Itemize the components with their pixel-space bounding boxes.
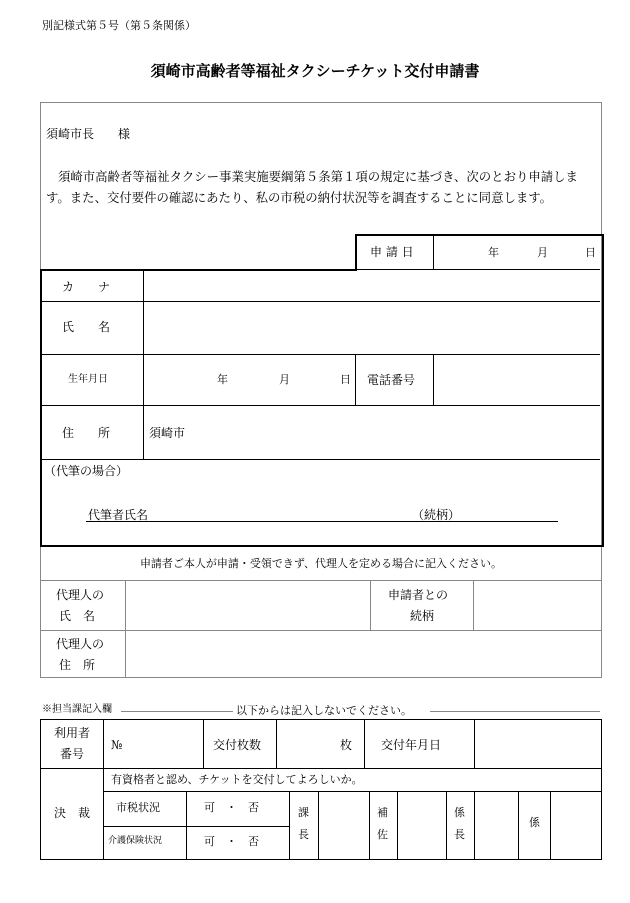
dob-year[interactable]: 年 xyxy=(217,373,228,386)
kakari-label: 係 xyxy=(529,816,540,829)
agent-note: 申請者ご本人が申請・受領できず、代理人を定める場合に記入ください。 xyxy=(139,557,503,570)
address-label: 住 所 xyxy=(62,426,111,440)
address-field[interactable]: 須崎市 xyxy=(149,426,186,440)
office-v-3 xyxy=(364,719,365,768)
agent-relation-label-1: 申請者との xyxy=(388,588,449,602)
office-row-3 xyxy=(103,826,289,827)
user-number-label-2: 番号 xyxy=(60,747,85,761)
office-v-10 xyxy=(446,791,447,859)
row-divider-3 xyxy=(41,405,600,406)
dob-label: 生年月日 xyxy=(68,374,108,385)
issue-date-label: 交付年月日 xyxy=(381,738,442,752)
proxy-writer-header: （代筆の場合） xyxy=(44,464,129,478)
kana-label: カ ナ xyxy=(62,280,111,294)
kana-field[interactable] xyxy=(144,270,599,301)
application-date-month: 月 xyxy=(537,246,548,259)
office-left xyxy=(40,719,41,859)
office-v-12 xyxy=(518,791,519,859)
office-v-4 xyxy=(474,719,475,768)
hosa-label-1: 補 xyxy=(377,806,388,819)
date-divider xyxy=(433,235,434,269)
agent-relation-field[interactable] xyxy=(474,581,601,630)
agent-address-label-2: 住 所 xyxy=(59,658,96,672)
agent-name-label-2: 氏 名 xyxy=(59,609,96,623)
agent-name-field[interactable] xyxy=(126,581,370,630)
dob-day[interactable]: 日 xyxy=(340,373,351,386)
tax-status-value[interactable]: 可 ・ 否 xyxy=(204,801,259,814)
addressee: 須崎市長 様 xyxy=(46,127,131,141)
top-border xyxy=(40,102,602,103)
dob-month[interactable]: 月 xyxy=(279,373,290,386)
kacho-label-1: 課 xyxy=(298,806,309,819)
office-row-1 xyxy=(40,768,602,769)
no-label: № xyxy=(111,738,123,752)
kacho-label-2: 長 xyxy=(298,828,309,841)
application-date-label: 申 請 日 xyxy=(370,245,414,259)
dob-phone-divider xyxy=(355,355,356,405)
office-right xyxy=(601,719,602,859)
office-header-dash-right xyxy=(430,711,600,712)
phone-field[interactable] xyxy=(434,356,599,405)
decision-label: 決 裁 xyxy=(54,806,91,820)
office-v-6 xyxy=(289,791,290,859)
issue-count-label: 交付枚数 xyxy=(213,738,262,752)
issue-count-unit: 枚 xyxy=(340,738,353,752)
office-v-7 xyxy=(318,791,319,859)
office-v-5 xyxy=(186,791,187,859)
phone-label: 電話番号 xyxy=(367,373,416,387)
agent-address-field[interactable] xyxy=(126,631,601,677)
user-number-label-1: 利用者 xyxy=(54,726,91,740)
form-id: 別記様式第５号（第５条関係） xyxy=(42,19,196,32)
agent-relation-label-2: 続柄 xyxy=(410,609,435,623)
office-v-1 xyxy=(203,719,204,768)
proxy-writer-relation-label: （続柄） xyxy=(412,508,461,522)
office-label-divider xyxy=(103,719,104,859)
care-status-value[interactable]: 可 ・ 否 xyxy=(204,835,259,848)
name-field[interactable] xyxy=(144,302,599,354)
application-date-day: 日 xyxy=(585,246,596,259)
office-header-dash-left xyxy=(121,711,233,712)
proxy-writer-name-label: 代筆者氏名 xyxy=(88,508,149,522)
office-header-left: ※担当課記入欄 xyxy=(42,704,112,715)
office-v-8 xyxy=(369,791,370,859)
office-bottom xyxy=(40,859,602,860)
kakaricho-label-2: 長 xyxy=(454,828,465,841)
office-header-center: 以下からは記入しないでください。 xyxy=(236,704,412,717)
office-v-9 xyxy=(397,791,398,859)
name-label: 氏 名 xyxy=(62,320,111,334)
decision-text: 有資格者と認め、チケットを交付してよろしいか。 xyxy=(111,773,363,786)
row-divider-4 xyxy=(41,459,600,460)
row-divider-2 xyxy=(41,354,600,355)
care-status-label: 介護保険状況 xyxy=(108,836,163,846)
hosa-label-2: 佐 xyxy=(377,828,388,841)
office-v-2 xyxy=(276,719,277,768)
application-date-year: 年 xyxy=(488,246,499,259)
form-title: 須崎市高齢者等福祉タクシーチケット交付申請書 xyxy=(150,62,480,80)
intro-text: 須崎市高齢者等福祉タクシー事業実施要綱第５条第１項の規定に基づき、次のとおり申請します。また、交付要件の確認にあたり、私の市税の納付状況等を調査することに同意します。 xyxy=(46,169,578,205)
office-row-2 xyxy=(103,791,602,792)
tax-status-label: 市税状況 xyxy=(116,801,160,814)
agent-name-label-1: 代理人の xyxy=(56,588,105,602)
office-top xyxy=(40,719,602,720)
agent-relation-left xyxy=(370,580,371,630)
agent-address-label-1: 代理人の xyxy=(56,637,105,651)
kakaricho-label-1: 係 xyxy=(454,806,465,819)
proxy-writer-underline[interactable] xyxy=(86,521,558,522)
office-v-13 xyxy=(550,791,551,859)
office-v-11 xyxy=(474,791,475,859)
agent-bottom-line xyxy=(40,677,602,678)
